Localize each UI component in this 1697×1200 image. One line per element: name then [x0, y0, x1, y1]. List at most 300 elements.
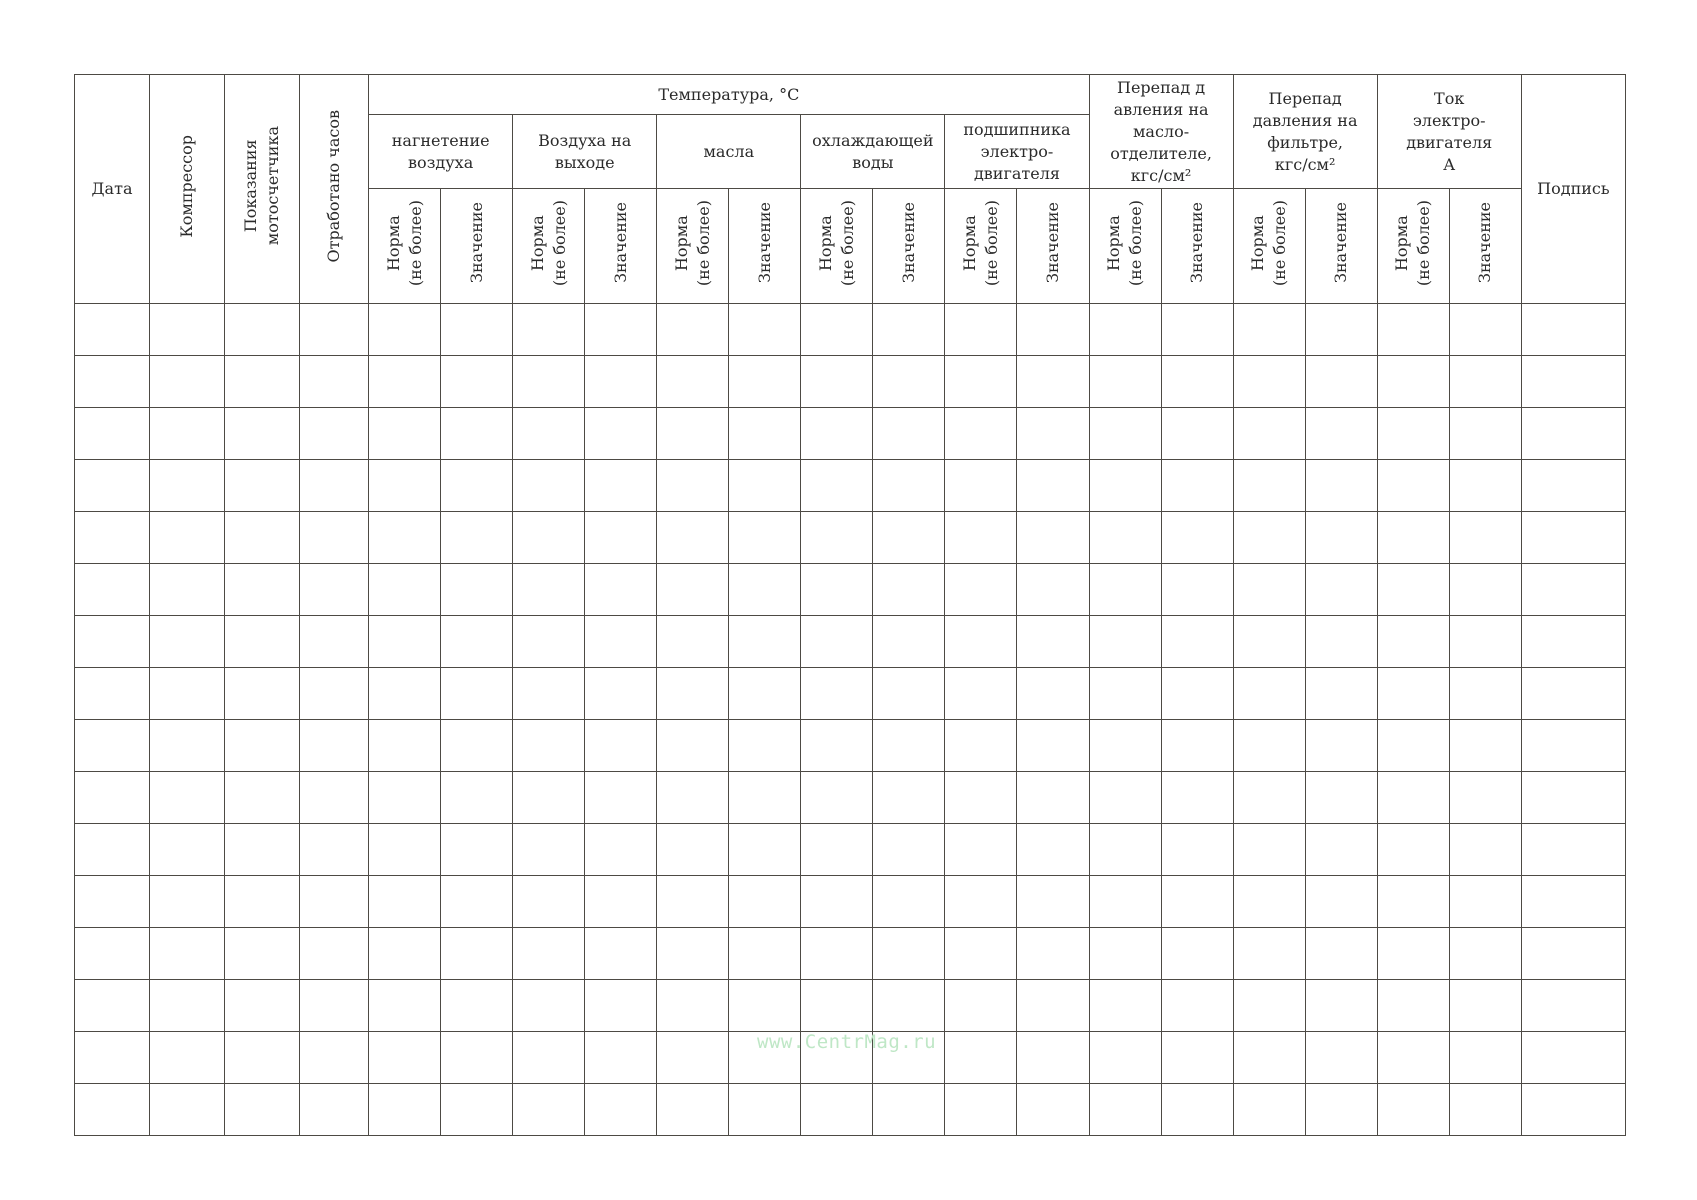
table-cell[interactable] [729, 512, 801, 564]
table-cell[interactable] [585, 1084, 657, 1136]
table-cell[interactable] [150, 564, 225, 616]
table-cell[interactable] [873, 928, 945, 980]
table-cell[interactable] [513, 304, 585, 356]
table-cell[interactable] [945, 824, 1017, 876]
table-cell[interactable] [300, 824, 369, 876]
table-cell[interactable] [585, 512, 657, 564]
table-cell[interactable] [873, 1084, 945, 1136]
table-cell[interactable] [513, 772, 585, 824]
table-cell[interactable] [225, 720, 300, 772]
table-cell[interactable] [1377, 668, 1449, 720]
table-cell[interactable] [801, 720, 873, 772]
table-cell[interactable] [1449, 460, 1521, 512]
table-cell[interactable] [729, 460, 801, 512]
table-cell[interactable] [369, 460, 441, 512]
table-cell[interactable] [1089, 668, 1161, 720]
table-cell[interactable] [729, 772, 801, 824]
table-cell[interactable] [729, 720, 801, 772]
table-cell[interactable] [1521, 1032, 1625, 1084]
table-cell[interactable] [1521, 356, 1625, 408]
table-cell[interactable] [1305, 304, 1377, 356]
table-cell[interactable] [513, 1032, 585, 1084]
table-cell[interactable] [1233, 1084, 1305, 1136]
table-cell[interactable] [729, 980, 801, 1032]
table-cell[interactable] [945, 1032, 1017, 1084]
table-cell[interactable] [729, 564, 801, 616]
table-cell[interactable] [873, 616, 945, 668]
table-cell[interactable] [150, 304, 225, 356]
table-cell[interactable] [585, 928, 657, 980]
table-cell[interactable] [1377, 876, 1449, 928]
table-cell[interactable] [801, 824, 873, 876]
table-cell[interactable] [1017, 980, 1089, 1032]
table-cell[interactable] [1017, 460, 1089, 512]
table-cell[interactable] [75, 876, 150, 928]
table-cell[interactable] [369, 1084, 441, 1136]
table-cell[interactable] [441, 356, 513, 408]
table-cell[interactable] [369, 668, 441, 720]
table-cell[interactable] [1449, 876, 1521, 928]
table-cell[interactable] [873, 408, 945, 460]
table-cell[interactable] [657, 824, 729, 876]
table-cell[interactable] [75, 928, 150, 980]
table-cell[interactable] [150, 980, 225, 1032]
table-cell[interactable] [873, 460, 945, 512]
table-cell[interactable] [945, 512, 1017, 564]
table-cell[interactable] [1233, 668, 1305, 720]
table-cell[interactable] [945, 928, 1017, 980]
table-cell[interactable] [945, 720, 1017, 772]
table-cell[interactable] [585, 408, 657, 460]
table-cell[interactable] [225, 928, 300, 980]
table-cell[interactable] [150, 1084, 225, 1136]
table-cell[interactable] [225, 772, 300, 824]
table-cell[interactable] [657, 876, 729, 928]
table-cell[interactable] [1449, 616, 1521, 668]
table-cell[interactable] [1449, 356, 1521, 408]
table-cell[interactable] [1377, 408, 1449, 460]
table-cell[interactable] [1377, 1032, 1449, 1084]
table-cell[interactable] [369, 512, 441, 564]
table-cell[interactable] [1449, 304, 1521, 356]
table-cell[interactable] [441, 304, 513, 356]
table-cell[interactable] [585, 980, 657, 1032]
table-cell[interactable] [1161, 1084, 1233, 1136]
table-cell[interactable] [1305, 720, 1377, 772]
table-cell[interactable] [1449, 720, 1521, 772]
table-cell[interactable] [1089, 876, 1161, 928]
table-cell[interactable] [729, 824, 801, 876]
table-cell[interactable] [441, 876, 513, 928]
table-cell[interactable] [1017, 824, 1089, 876]
table-cell[interactable] [1305, 616, 1377, 668]
table-cell[interactable] [1233, 408, 1305, 460]
table-cell[interactable] [1161, 824, 1233, 876]
table-cell[interactable] [729, 408, 801, 460]
table-cell[interactable] [801, 564, 873, 616]
table-cell[interactable] [441, 512, 513, 564]
table-cell[interactable] [300, 720, 369, 772]
table-cell[interactable] [1089, 1032, 1161, 1084]
table-cell[interactable] [729, 668, 801, 720]
table-cell[interactable] [1521, 512, 1625, 564]
table-cell[interactable] [369, 1032, 441, 1084]
table-cell[interactable] [1521, 928, 1625, 980]
table-cell[interactable] [225, 876, 300, 928]
table-cell[interactable] [1233, 928, 1305, 980]
table-cell[interactable] [1017, 512, 1089, 564]
table-cell[interactable] [1089, 980, 1161, 1032]
table-cell[interactable] [1089, 356, 1161, 408]
table-cell[interactable] [369, 616, 441, 668]
table-cell[interactable] [1305, 1032, 1377, 1084]
table-cell[interactable] [441, 564, 513, 616]
table-cell[interactable] [1521, 460, 1625, 512]
table-cell[interactable] [1521, 876, 1625, 928]
table-cell[interactable] [585, 616, 657, 668]
table-cell[interactable] [657, 616, 729, 668]
table-cell[interactable] [1305, 356, 1377, 408]
table-cell[interactable] [1089, 1084, 1161, 1136]
table-cell[interactable] [1449, 1084, 1521, 1136]
table-cell[interactable] [1377, 1084, 1449, 1136]
table-cell[interactable] [801, 512, 873, 564]
table-cell[interactable] [441, 616, 513, 668]
table-cell[interactable] [1305, 1084, 1377, 1136]
table-cell[interactable] [1305, 824, 1377, 876]
table-cell[interactable] [441, 1084, 513, 1136]
table-cell[interactable] [1089, 408, 1161, 460]
table-cell[interactable] [873, 772, 945, 824]
table-cell[interactable] [75, 564, 150, 616]
table-cell[interactable] [1521, 980, 1625, 1032]
table-cell[interactable] [150, 928, 225, 980]
table-cell[interactable] [1521, 616, 1625, 668]
table-cell[interactable] [1233, 720, 1305, 772]
table-cell[interactable] [657, 408, 729, 460]
table-cell[interactable] [513, 512, 585, 564]
table-cell[interactable] [513, 460, 585, 512]
table-cell[interactable] [1089, 772, 1161, 824]
table-cell[interactable] [1233, 824, 1305, 876]
table-cell[interactable] [585, 356, 657, 408]
table-cell[interactable] [585, 876, 657, 928]
table-cell[interactable] [801, 928, 873, 980]
table-cell[interactable] [1377, 928, 1449, 980]
table-cell[interactable] [513, 564, 585, 616]
table-cell[interactable] [1017, 668, 1089, 720]
table-cell[interactable] [75, 720, 150, 772]
table-cell[interactable] [873, 824, 945, 876]
table-cell[interactable] [75, 1084, 150, 1136]
table-cell[interactable] [1521, 772, 1625, 824]
table-cell[interactable] [1161, 720, 1233, 772]
table-cell[interactable] [225, 1084, 300, 1136]
table-cell[interactable] [801, 304, 873, 356]
table-cell[interactable] [1305, 668, 1377, 720]
table-cell[interactable] [75, 512, 150, 564]
table-cell[interactable] [585, 720, 657, 772]
table-cell[interactable] [369, 720, 441, 772]
table-cell[interactable] [1521, 408, 1625, 460]
table-cell[interactable] [150, 876, 225, 928]
table-cell[interactable] [1017, 720, 1089, 772]
table-cell[interactable] [75, 980, 150, 1032]
table-cell[interactable] [1161, 304, 1233, 356]
table-cell[interactable] [150, 408, 225, 460]
table-cell[interactable] [1305, 460, 1377, 512]
table-cell[interactable] [300, 460, 369, 512]
table-cell[interactable] [441, 772, 513, 824]
table-cell[interactable] [513, 408, 585, 460]
table-cell[interactable] [513, 824, 585, 876]
table-cell[interactable] [1521, 824, 1625, 876]
table-cell[interactable] [1305, 408, 1377, 460]
table-cell[interactable] [1521, 720, 1625, 772]
table-cell[interactable] [1377, 512, 1449, 564]
table-cell[interactable] [1377, 980, 1449, 1032]
table-cell[interactable] [513, 720, 585, 772]
table-cell[interactable] [441, 928, 513, 980]
table-cell[interactable] [1305, 928, 1377, 980]
table-cell[interactable] [300, 876, 369, 928]
table-cell[interactable] [1305, 772, 1377, 824]
table-cell[interactable] [225, 564, 300, 616]
table-cell[interactable] [945, 772, 1017, 824]
table-cell[interactable] [150, 772, 225, 824]
table-cell[interactable] [300, 980, 369, 1032]
table-cell[interactable] [300, 304, 369, 356]
table-cell[interactable] [1017, 1084, 1089, 1136]
table-cell[interactable] [945, 564, 1017, 616]
table-cell[interactable] [1017, 876, 1089, 928]
table-cell[interactable] [873, 356, 945, 408]
table-cell[interactable] [441, 408, 513, 460]
table-cell[interactable] [513, 356, 585, 408]
table-cell[interactable] [300, 668, 369, 720]
table-cell[interactable] [657, 1084, 729, 1136]
table-cell[interactable] [1377, 304, 1449, 356]
table-cell[interactable] [657, 512, 729, 564]
table-cell[interactable] [801, 616, 873, 668]
table-cell[interactable] [1233, 772, 1305, 824]
table-cell[interactable] [441, 720, 513, 772]
table-cell[interactable] [369, 824, 441, 876]
table-cell[interactable] [801, 460, 873, 512]
table-cell[interactable] [945, 668, 1017, 720]
table-cell[interactable] [441, 1032, 513, 1084]
table-cell[interactable] [1017, 356, 1089, 408]
table-cell[interactable] [585, 772, 657, 824]
table-cell[interactable] [585, 460, 657, 512]
table-cell[interactable] [1161, 876, 1233, 928]
table-cell[interactable] [657, 564, 729, 616]
table-cell[interactable] [225, 616, 300, 668]
table-cell[interactable] [657, 720, 729, 772]
table-cell[interactable] [225, 356, 300, 408]
table-cell[interactable] [873, 512, 945, 564]
table-cell[interactable] [1449, 564, 1521, 616]
table-cell[interactable] [513, 876, 585, 928]
table-cell[interactable] [1161, 772, 1233, 824]
table-cell[interactable] [945, 460, 1017, 512]
table-cell[interactable] [300, 928, 369, 980]
table-cell[interactable] [1449, 824, 1521, 876]
table-cell[interactable] [75, 356, 150, 408]
table-cell[interactable] [1305, 980, 1377, 1032]
table-cell[interactable] [873, 668, 945, 720]
table-cell[interactable] [585, 1032, 657, 1084]
table-cell[interactable] [369, 408, 441, 460]
table-cell[interactable] [1305, 512, 1377, 564]
table-cell[interactable] [1017, 928, 1089, 980]
table-cell[interactable] [225, 408, 300, 460]
table-cell[interactable] [441, 460, 513, 512]
table-cell[interactable] [300, 616, 369, 668]
table-cell[interactable] [657, 928, 729, 980]
table-cell[interactable] [585, 564, 657, 616]
table-cell[interactable] [1377, 772, 1449, 824]
table-cell[interactable] [729, 928, 801, 980]
table-cell[interactable] [1017, 564, 1089, 616]
table-cell[interactable] [585, 304, 657, 356]
table-cell[interactable] [1377, 824, 1449, 876]
table-cell[interactable] [513, 1084, 585, 1136]
table-cell[interactable] [1017, 408, 1089, 460]
table-cell[interactable] [1089, 304, 1161, 356]
table-cell[interactable] [300, 356, 369, 408]
table-cell[interactable] [1161, 928, 1233, 980]
table-cell[interactable] [150, 460, 225, 512]
table-cell[interactable] [1161, 356, 1233, 408]
table-cell[interactable] [1089, 460, 1161, 512]
table-cell[interactable] [945, 980, 1017, 1032]
table-cell[interactable] [1377, 616, 1449, 668]
table-cell[interactable] [1017, 304, 1089, 356]
table-cell[interactable] [1521, 564, 1625, 616]
table-cell[interactable] [1089, 616, 1161, 668]
table-cell[interactable] [300, 1032, 369, 1084]
table-cell[interactable] [1017, 616, 1089, 668]
table-cell[interactable] [1449, 1032, 1521, 1084]
table-cell[interactable] [150, 616, 225, 668]
table-cell[interactable] [225, 824, 300, 876]
table-cell[interactable] [1449, 980, 1521, 1032]
table-cell[interactable] [1449, 408, 1521, 460]
table-cell[interactable] [369, 304, 441, 356]
table-cell[interactable] [150, 824, 225, 876]
table-cell[interactable] [585, 668, 657, 720]
table-cell[interactable] [1233, 356, 1305, 408]
table-cell[interactable] [441, 824, 513, 876]
table-cell[interactable] [801, 408, 873, 460]
table-cell[interactable] [300, 1084, 369, 1136]
table-cell[interactable] [300, 408, 369, 460]
table-cell[interactable] [945, 616, 1017, 668]
table-cell[interactable] [225, 980, 300, 1032]
table-cell[interactable] [441, 980, 513, 1032]
table-cell[interactable] [150, 720, 225, 772]
table-cell[interactable] [729, 616, 801, 668]
table-cell[interactable] [1377, 460, 1449, 512]
table-cell[interactable] [441, 668, 513, 720]
table-cell[interactable] [873, 304, 945, 356]
table-cell[interactable] [657, 356, 729, 408]
table-cell[interactable] [225, 668, 300, 720]
table-cell[interactable] [945, 408, 1017, 460]
table-cell[interactable] [1161, 616, 1233, 668]
table-cell[interactable] [873, 564, 945, 616]
table-cell[interactable] [75, 460, 150, 512]
table-cell[interactable] [369, 928, 441, 980]
table-cell[interactable] [801, 772, 873, 824]
table-cell[interactable] [657, 980, 729, 1032]
table-cell[interactable] [1161, 512, 1233, 564]
table-cell[interactable] [300, 512, 369, 564]
table-cell[interactable] [150, 356, 225, 408]
table-cell[interactable] [945, 876, 1017, 928]
table-cell[interactable] [873, 720, 945, 772]
table-cell[interactable] [657, 304, 729, 356]
table-cell[interactable] [729, 356, 801, 408]
table-cell[interactable] [150, 512, 225, 564]
table-cell[interactable] [1089, 512, 1161, 564]
table-cell[interactable] [729, 304, 801, 356]
table-cell[interactable] [225, 460, 300, 512]
table-cell[interactable] [513, 616, 585, 668]
table-cell[interactable] [1161, 564, 1233, 616]
table-cell[interactable] [75, 668, 150, 720]
table-cell[interactable] [225, 1032, 300, 1084]
table-cell[interactable] [801, 1084, 873, 1136]
table-cell[interactable] [1449, 512, 1521, 564]
table-cell[interactable] [873, 980, 945, 1032]
table-cell[interactable] [369, 772, 441, 824]
table-cell[interactable] [729, 876, 801, 928]
table-cell[interactable] [369, 980, 441, 1032]
table-cell[interactable] [657, 1032, 729, 1084]
table-cell[interactable] [945, 304, 1017, 356]
table-cell[interactable] [657, 668, 729, 720]
table-cell[interactable] [1377, 356, 1449, 408]
table-cell[interactable] [1521, 668, 1625, 720]
table-cell[interactable] [801, 356, 873, 408]
table-cell[interactable] [1233, 512, 1305, 564]
table-cell[interactable] [513, 980, 585, 1032]
table-cell[interactable] [729, 1084, 801, 1136]
table-cell[interactable] [1089, 564, 1161, 616]
table-cell[interactable] [75, 616, 150, 668]
table-cell[interactable] [150, 1032, 225, 1084]
table-cell[interactable] [1161, 1032, 1233, 1084]
table-cell[interactable] [1233, 564, 1305, 616]
table-cell[interactable] [225, 304, 300, 356]
table-cell[interactable] [1233, 1032, 1305, 1084]
table-cell[interactable] [300, 772, 369, 824]
table-cell[interactable] [1233, 616, 1305, 668]
table-cell[interactable] [801, 876, 873, 928]
table-cell[interactable] [75, 1032, 150, 1084]
table-cell[interactable] [1377, 564, 1449, 616]
table-cell[interactable] [801, 980, 873, 1032]
table-cell[interactable] [1521, 304, 1625, 356]
table-cell[interactable] [1089, 824, 1161, 876]
table-cell[interactable] [225, 512, 300, 564]
table-cell[interactable] [1161, 980, 1233, 1032]
table-cell[interactable] [1305, 564, 1377, 616]
table-cell[interactable] [873, 876, 945, 928]
table-cell[interactable] [513, 668, 585, 720]
